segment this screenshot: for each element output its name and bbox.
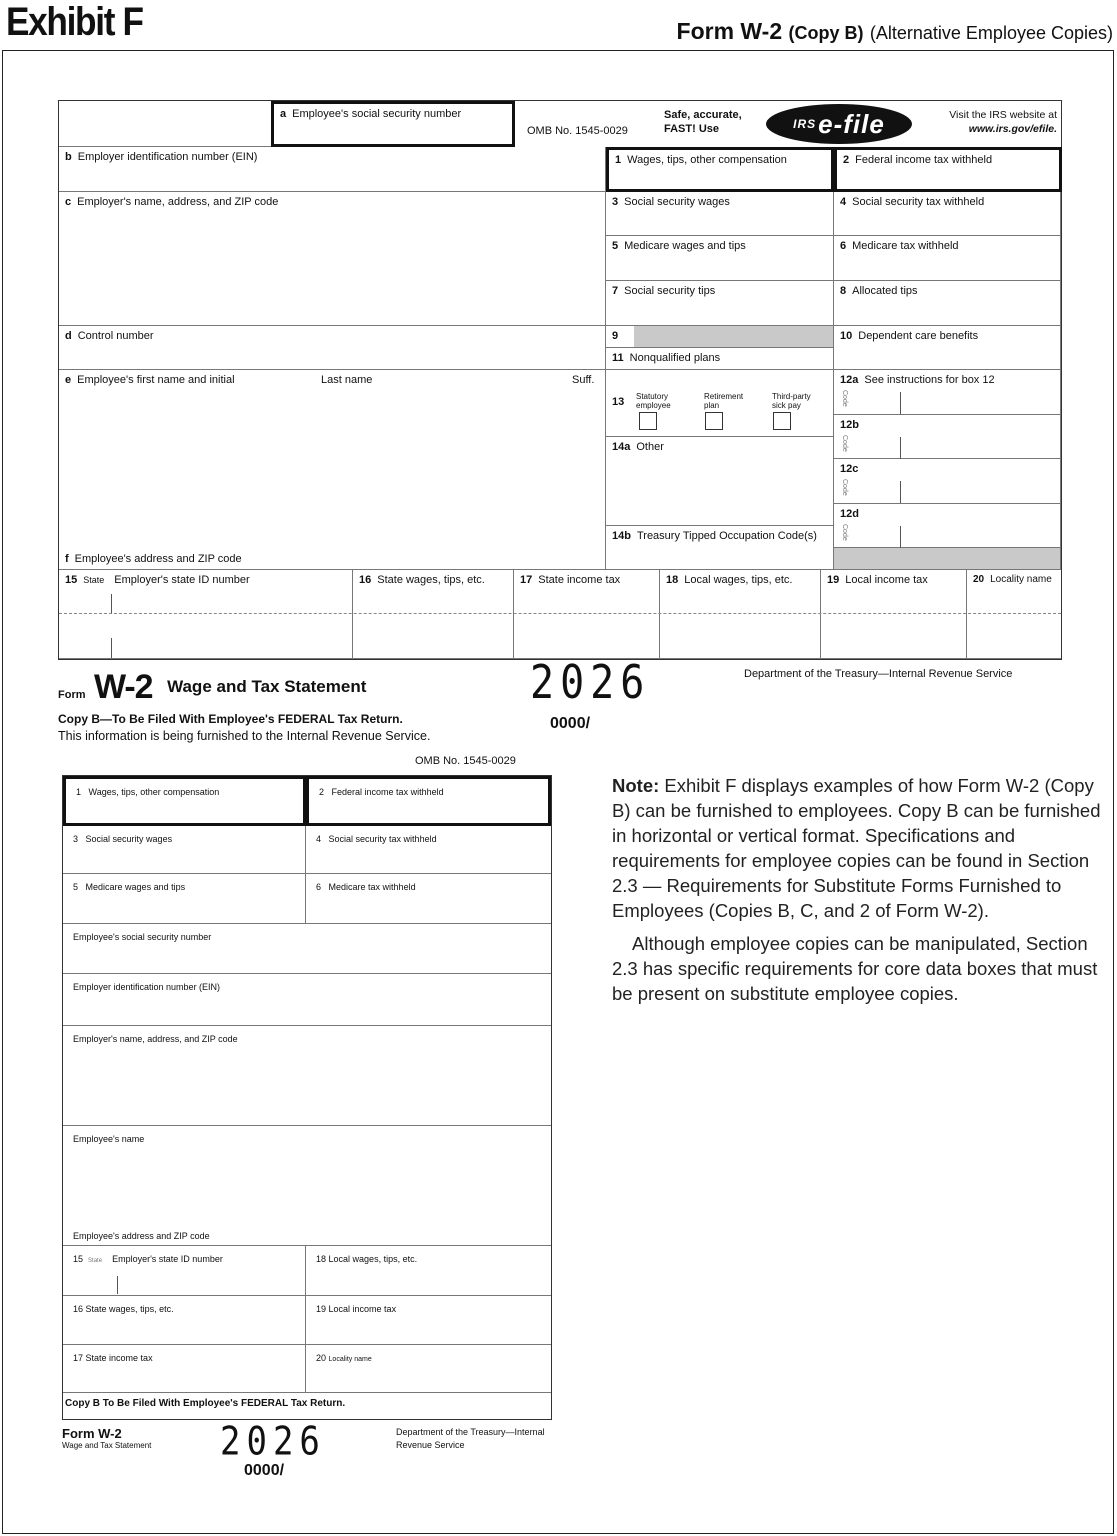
- v-box-1[interactable]: 1 Wages, tips, other compensation: [63, 776, 306, 826]
- form2-dept: Department of the Treasury—Internal Revenue Service: [396, 1427, 545, 1450]
- efile-logo: $^{IRS}$e-file: [766, 104, 912, 144]
- w2-horizontal-form: [58, 100, 1062, 660]
- form-name: Form W-2: [676, 18, 783, 44]
- alt-copies-label: (Alternative Employee Copies): [869, 23, 1113, 43]
- box-4-ss-tax[interactable]: 4 Social security tax withheld: [834, 192, 1061, 236]
- box-19-local-tax[interactable]: 19 Local income tax: [821, 570, 967, 659]
- box-12-shaded: [834, 548, 1061, 570]
- form2-footer-title: Form W-2 Wage and Tax Statement: [62, 1426, 152, 1450]
- note-label: Note:: [612, 775, 660, 796]
- box-3-ss-wages[interactable]: 3 Social security wages: [606, 192, 834, 236]
- box-8-allocated-tips[interactable]: 8 Allocated tips: [834, 281, 1061, 326]
- state-row-divider: [59, 613, 1061, 614]
- box-11-nonqualified[interactable]: 11 Nonqualified plans: [606, 348, 834, 370]
- box-12d[interactable]: 12d Code: [834, 504, 1061, 548]
- form1-info-line: This information is being furnished to the Internal Revenue Service.: [58, 729, 431, 743]
- w2-vertical-form: [62, 775, 552, 1420]
- box-10-dependent-care[interactable]: 10 Dependent care benefits: [834, 326, 1061, 370]
- form-title: [677, 18, 1113, 45]
- form2-omb: OMB No. 1545-0029: [415, 755, 516, 767]
- form1-code: 0000/: [550, 715, 591, 732]
- box-d-control[interactable]: d Control number: [59, 326, 606, 370]
- box-e-employee[interactable]: e Employee's first name and initial Last name Suff. f Employee's address and ZIP code: [59, 370, 606, 570]
- box-12a[interactable]: 12a See instructions for box 12 Code: [834, 370, 1061, 415]
- box-6-medicare-tax[interactable]: 6 Medicare tax withheld: [834, 236, 1061, 281]
- exhibit-note: [612, 773, 1102, 1014]
- form1-copy-line: Copy B—To Be Filed With Employee's FEDERAL Tax Return.: [58, 712, 403, 726]
- statutory-employee-checkbox[interactable]: [639, 412, 657, 430]
- box-13: 13 Statutory employee Retirement plan Third-party sick pay: [606, 370, 834, 437]
- box-f-address: f Employee's address and ZIP code: [65, 553, 242, 565]
- form1-dept: Department of the Treasury—Internal Revenue Service: [744, 668, 1013, 680]
- omb-number: OMB No. 1545-0029: [527, 125, 628, 137]
- form1-footer-title: Form W-2 Wage and Tax Statement: [58, 668, 367, 706]
- last-name-label: Last name: [321, 374, 373, 386]
- box-14b-tipped[interactable]: 14b Treasury Tipped Occupation Code(s): [606, 526, 834, 570]
- box-18-local-wages[interactable]: 18 Local wages, tips, etc.: [660, 570, 821, 659]
- note-p1: Exhibit F displays examples of how Form W-2 (Copy B) can be furnished to employees. Copy B can be furnished in horizontal or vertical format. Specifications and requirements for employee copies can be found in Section 2.3 — Requirements for Substitute Forms Furnished to Employees (Copies B, C, and 2 of Form W-2).: [612, 775, 1101, 921]
- copy-label: (Copy B): [788, 23, 864, 43]
- v-employer[interactable]: Employer's name, address, and ZIP code: [63, 1026, 551, 1126]
- v-copy-line: Copy B To Be Filed With Employee's FEDERAL Tax Return.: [65, 1398, 346, 1409]
- box-5-medicare-wages[interactable]: 5 Medicare wages and tips: [606, 236, 834, 281]
- box-9-shaded: [634, 326, 834, 348]
- note-p2: Although employee copies can be manipulated, Section 2.3 has specific requirements for core data boxes that must be present on substitute employee copies.: [612, 933, 1098, 1004]
- v-box-4[interactable]: 4 Social security tax withheld: [306, 826, 551, 874]
- suffix-label: Suff.: [572, 374, 595, 386]
- v-employee-name[interactable]: Employee's name Employee's address and ZIP code: [63, 1126, 551, 1246]
- exhibit-title: Exhibit F: [6, 0, 143, 44]
- v-box-20[interactable]: 20 Locality name: [306, 1345, 551, 1393]
- box-b-ein[interactable]: b Employer identification number (EIN): [59, 147, 606, 192]
- v-ein[interactable]: Employer identification number (EIN): [63, 974, 551, 1026]
- v-box-5[interactable]: 5 Medicare wages and tips: [63, 874, 306, 924]
- retirement-plan-checkbox[interactable]: [705, 412, 723, 430]
- v-box-3[interactable]: 3 Social security wages: [63, 826, 306, 874]
- v-ssn[interactable]: Employee's social security number: [63, 924, 551, 974]
- form2-code: 0000/: [244, 1462, 285, 1479]
- box-7-ss-tips[interactable]: 7 Social security tips: [606, 281, 834, 326]
- safe-accurate-text: Safe, accurate, FAST! Use: [664, 109, 742, 135]
- v-box-16[interactable]: 16 State wages, tips, etc.: [63, 1296, 306, 1345]
- v-box-15[interactable]: 15 State Employer's state ID number: [63, 1246, 306, 1296]
- third-party-sick-pay-checkbox[interactable]: [773, 412, 791, 430]
- box-17-state-tax[interactable]: 17 State income tax: [514, 570, 660, 659]
- v-box-6[interactable]: 6 Medicare tax withheld: [306, 874, 551, 924]
- box-c-employer[interactable]: c Employer's name, address, and ZIP code: [59, 192, 606, 326]
- v-box-18[interactable]: 18 Local wages, tips, etc.: [306, 1246, 551, 1296]
- box-a-ssn[interactable]: a Employee's social security number: [271, 101, 515, 147]
- v-box-17[interactable]: 17 State income tax: [63, 1345, 306, 1393]
- box-14a-other[interactable]: 14a Other: [606, 437, 834, 526]
- box-1-wages[interactable]: 1 Wages, tips, other compensation: [606, 147, 834, 192]
- box-20-locality[interactable]: 20 Locality name: [967, 570, 1061, 659]
- v-box-19[interactable]: 19 Local income tax: [306, 1296, 551, 1345]
- visit-irs-text: Visit the IRS website at www.irs.gov/efile.: [949, 109, 1057, 135]
- box-15-state[interactable]: 15 State Employer's state ID number: [59, 570, 353, 659]
- box-2-federal-tax[interactable]: 2 Federal income tax withheld: [834, 147, 1062, 192]
- box-9-key: 9: [606, 326, 634, 348]
- v-employee-address: Employee's address and ZIP code: [73, 1231, 210, 1241]
- box-12b[interactable]: 12b Code: [834, 415, 1061, 459]
- v-box-2[interactable]: 2 Federal income tax withheld: [306, 776, 551, 826]
- form2-year: 2026: [220, 1419, 326, 1465]
- form1-year: 2026: [530, 656, 651, 710]
- blank-corner: [59, 101, 271, 147]
- box-16-state-wages[interactable]: 16 State wages, tips, etc.: [353, 570, 514, 659]
- box-12c[interactable]: 12c Code: [834, 459, 1061, 504]
